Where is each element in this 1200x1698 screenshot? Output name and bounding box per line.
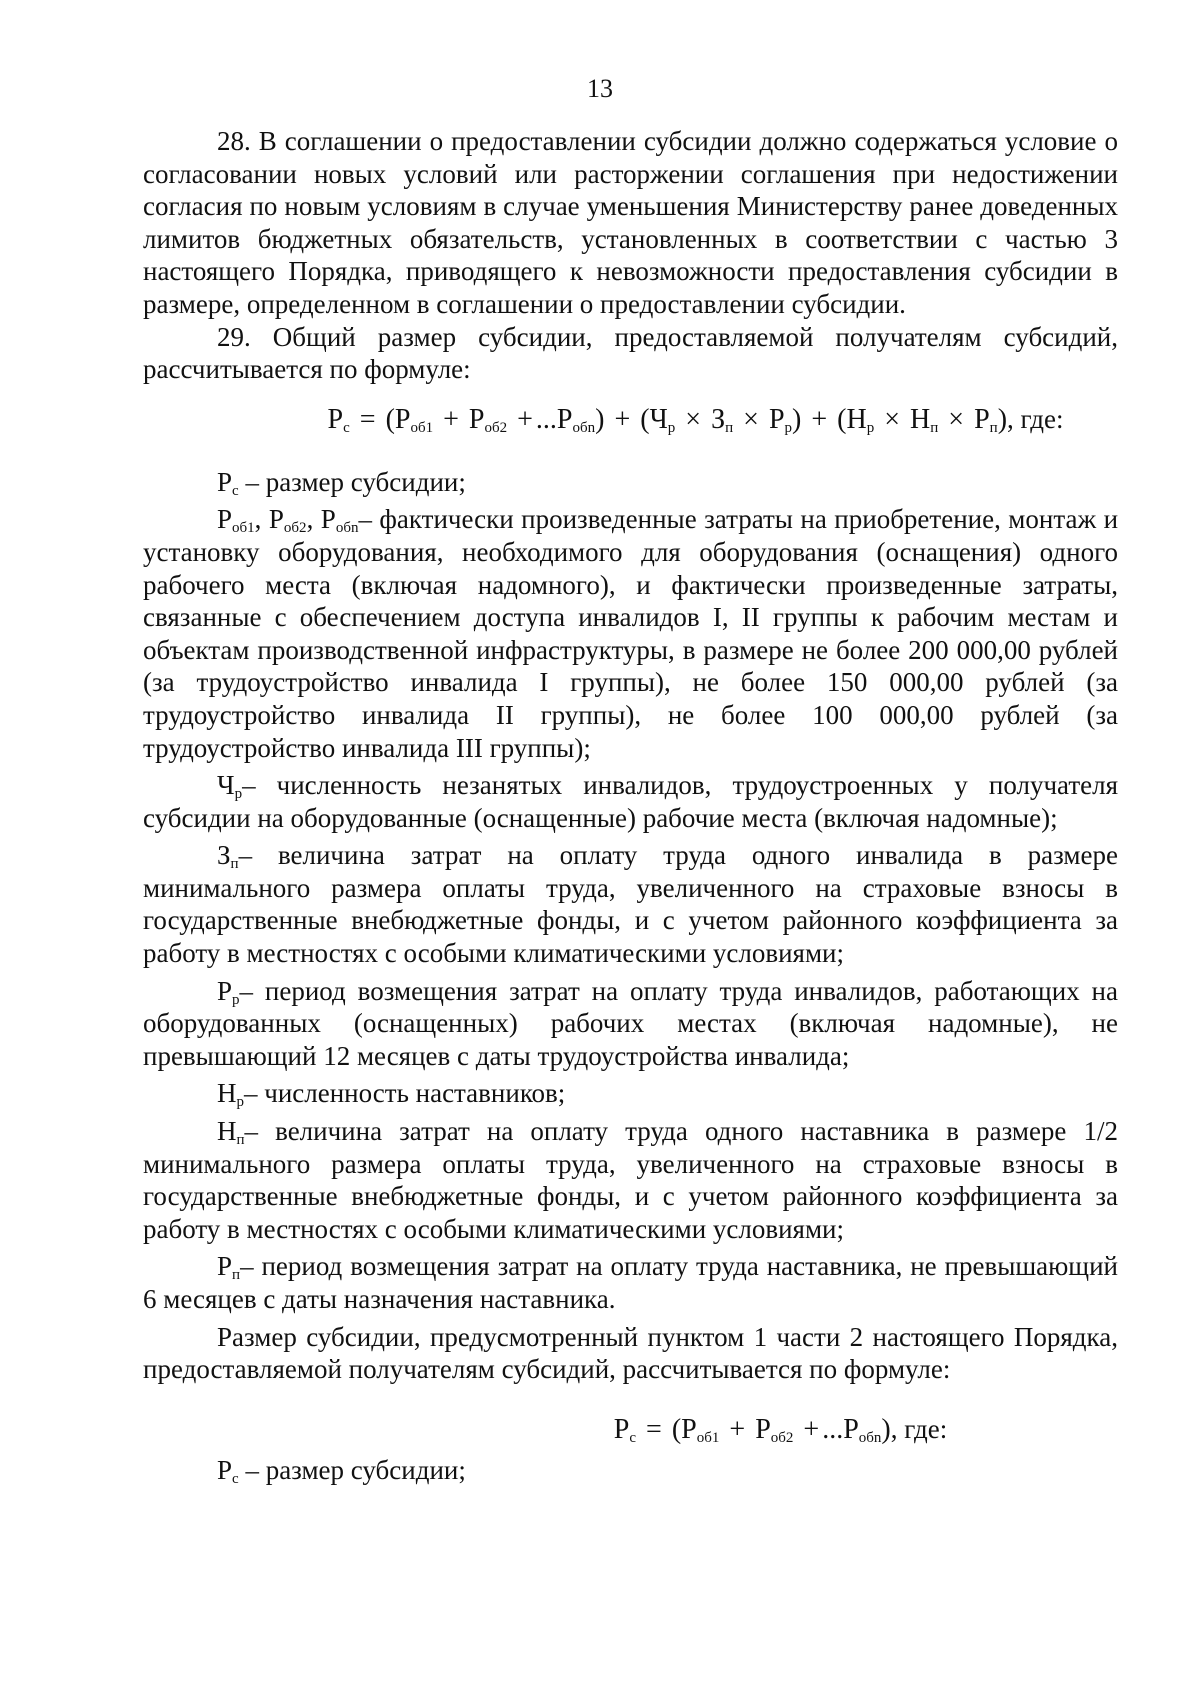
formula-subscript: р [866,419,875,436]
definition-subscript: р [232,991,240,1008]
definition-subscript: обn [335,520,359,537]
formula-subscript: п [989,419,998,436]
definition-text: – размер субсидии; [238,1454,466,1485]
formula-symbol: Р [613,1413,630,1445]
formula-dots: ... [535,403,557,435]
formula-symbol: Р [556,403,573,435]
formula-subscript: об1 [410,419,434,436]
formula-operator: + [811,403,828,435]
definition-symbol: З [217,840,231,871]
formula-symbol: Р [327,403,344,435]
formula-equipment-subsidy [143,1412,1118,1446]
formula-bracket: ( [385,403,395,435]
definition-subscript: р [236,1094,244,1111]
definition-np [143,1115,1118,1245]
definition-rp [143,1250,1118,1315]
formula-operator: + [517,403,533,435]
formula-subscript: п [930,419,939,436]
definition-text: – размер субсидии; [238,466,466,497]
definition-subscript: р [234,786,243,803]
formula-subscript: обn [858,1429,882,1446]
formula-operator: + [729,1413,746,1445]
formula-total-subsidy [143,402,1118,436]
formula-operator: = [646,1413,662,1445]
formula-subscript: с [629,1429,637,1446]
definition-rob [143,503,1118,764]
definition-text: – период возмещения затрат на оплату труда наставника, не превышающий 6 месяцев с даты назначения наставника. [143,1251,1118,1314]
definition-symbol: Р [268,504,284,535]
definition-subscript: с [232,1470,239,1487]
document-body [143,125,1118,1486]
definition-subscript: п [236,1132,245,1149]
definition-symbol: Р [217,1454,233,1485]
formula-operator: × [948,403,965,435]
formula-where: , где: [1007,403,1064,434]
definition-subscript: об1 [232,520,255,537]
definition-separator: , [254,504,269,535]
paragraph-subsidy-size: Размер субсидии, предусмотренный пунктом 1 части 2 настоящего Порядка, предоставляемой получателям субсидий, рассчитывается по формуле: [143,1321,1118,1385]
paragraph-28: 28. В соглашении о предоставлении субсидии должно содержаться условие о согласовании новых условий или расторжении соглашения при недостижении согласия по новым условиям в случае уменьшения Министерству ранее доведенных лимитов бюджетных обязательств, установленных в соответствии с частью 3 настоящего Порядка, приводящего к невозможности предоставления субсидии в размере, определенном в соглашении о предоставлении субсидии. [143,126,1118,319]
definition-subscript: п [230,856,239,873]
formula-subscript: об1 [696,1429,720,1446]
definition-text: – численность наставников; [244,1078,566,1109]
formula-bracket: ) [881,1413,891,1445]
formula-subscript: об2 [770,1429,794,1446]
definition-zp [143,839,1118,969]
formula-bracket: ) [997,403,1008,435]
definition-symbol: Р [217,1251,233,1282]
formula-operator: × [743,403,759,435]
definition-symbol: Н [217,1078,237,1109]
formula-symbol: Н [910,403,931,435]
definition-text: – величина затрат на оплату труда одного инвалида в размере минимального размера оплаты труда, увеличенного на страховые взносы в государственные внебюджетные фонды, и с учетом районного коэффициента за работу в местностях с особыми климатическими условиями; [143,840,1118,969]
formula-symbol: Р [681,1413,697,1445]
formula-symbol: З [711,403,726,435]
formula-symbol: Р [974,403,990,435]
definition-chr [143,769,1118,834]
formula-dots: ... [822,1413,844,1445]
formula-symbol: Р [394,403,411,435]
definition-subscript: об2 [283,520,307,537]
formula-subscript: п [725,419,734,436]
definition-rc [143,466,1118,499]
definition-separator: , [306,504,321,535]
definition-rr [143,975,1118,1073]
definition-last-rc [143,1454,1118,1487]
definition-symbol: Р [217,504,233,535]
definition-nr [143,1077,1118,1110]
definition-subscript: п [232,1267,241,1284]
formula-bracket: ) [792,403,802,435]
definition-symbol: Р [320,504,336,535]
formula-symbol: Р [468,403,485,435]
formula-subscript: с [343,419,350,436]
page-number: 13 [587,74,613,103]
formula-symbol: Н [846,403,867,435]
definition-text: – фактически произведенные затраты на приобретение, монтаж и установку оборудования, необходимого для оборудования (оснащения) одного рабочего места (включая надомного), и фактически произведенные затраты, связанные с обеспечением доступа инвалидов I, II группы к рабочим местам и объектам производственной инфраструктуры, в размере не более 200 000,00 рублей (за трудоустройство инвалида I группы), не более 150 000,00 рублей (за трудоустройство инвалида II группы), не более 100 000,00 рублей (за трудоустройство инвалида III группы); [143,504,1119,763]
definition-symbol: Р [217,975,233,1006]
formula-operator: × [685,403,702,435]
definition-symbol: Ч [217,770,235,801]
formula-subscript: об2 [484,419,508,436]
formula-subscript: р [667,419,676,436]
definition-text: – величина затрат на оплату труда одного наставника в размере 1/2 минимального размера оплаты труда, увеличенного на страховые взносы в государственные внебюджетные фонды, и с учетом районного коэффициента за работу в местностях с особыми климатическими условиями; [143,1116,1118,1244]
paragraph-29: 29. Общий размер субсидии, предоставляемой получателям субсидий, рассчитывается по формуле: [143,321,1118,385]
formula-symbol: Р [843,1413,859,1445]
definition-symbol: Н [217,1116,237,1147]
definition-text: – период возмещения затрат на оплату труда инвалидов, работающих на оборудованных (оснащенных) рабочих местах (включая надомные), не превышающий 12 месяцев с даты трудоустройства инвалида; [143,975,1118,1071]
definition-subscript: с [232,482,239,499]
formula-subscript: обn [572,419,596,436]
formula-bracket: ( [640,403,650,435]
formula-symbol: Ч [649,403,668,435]
formula-bracket: ( [837,403,847,435]
formula-subscript: р [784,419,793,436]
formula-bracket: ( [671,1413,682,1445]
formula-operator: + [803,1413,820,1445]
formula-where: , где: [890,1413,948,1444]
formula-bracket: ) [595,403,605,435]
formula-operator: = [359,403,376,435]
formula-operator: + [614,403,631,435]
formula-operator: + [443,403,459,435]
formula-symbol: Р [768,403,785,435]
formula-operator: × [884,403,901,435]
definition-symbol: Р [217,466,233,497]
formula-symbol: Р [755,1413,771,1445]
definition-text: – численность незанятых инвалидов, трудоустроенных у получателя субсидии на оборудованные (оснащенные) рабочие места (включая надомные); [143,770,1118,833]
